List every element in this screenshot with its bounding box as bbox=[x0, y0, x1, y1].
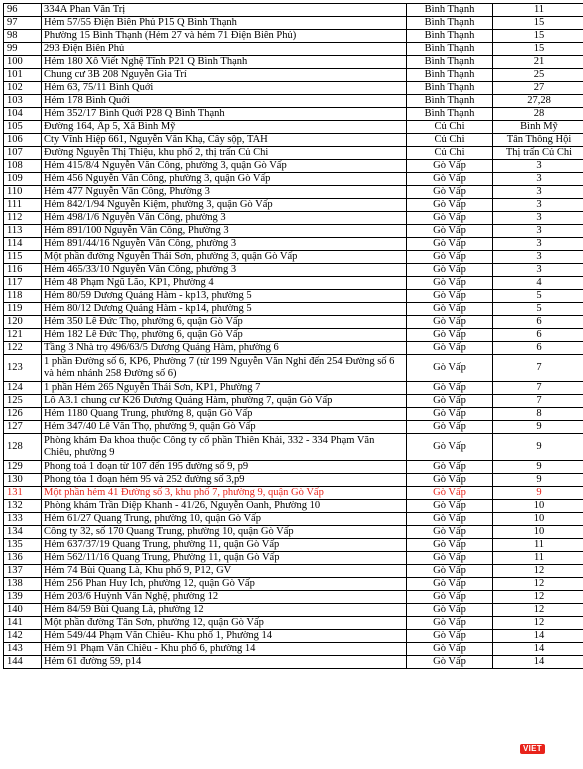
address-cell: Chung cư 3B 208 Nguyễn Gia Trí bbox=[42, 69, 407, 82]
table-row bbox=[4, 552, 583, 565]
district-cell: Gò Vấp bbox=[407, 617, 493, 630]
row-number-cell: 103 bbox=[4, 95, 42, 108]
row-number-cell: 138 bbox=[4, 578, 42, 591]
address-cell: Hẻm 80/12 Dương Quảng Hàm - kp14, phường 5 bbox=[42, 303, 407, 316]
table-row bbox=[4, 43, 583, 56]
row-number-cell: 137 bbox=[4, 565, 42, 578]
address-cell: 1 phần Đường số 6, KP6, Phường 7 (từ 199 Nguyễn Văn Nghi đến 254 Đường số 6 và hẻm nhánh 258 Đường số 6) bbox=[42, 355, 407, 382]
row-number-cell: 140 bbox=[4, 604, 42, 617]
table-row bbox=[4, 147, 583, 160]
district-cell: Gò Vấp bbox=[407, 212, 493, 225]
table-row bbox=[4, 134, 583, 147]
table-row bbox=[4, 395, 583, 408]
district-cell: Gò Vấp bbox=[407, 513, 493, 526]
address-cell: Hẻm 456 Nguyễn Văn Công, phường 3, quận Gò Vấp bbox=[42, 173, 407, 186]
table-row bbox=[4, 17, 583, 30]
district-cell: Bình Thạnh bbox=[407, 56, 493, 69]
table-row bbox=[4, 316, 583, 329]
table-row bbox=[4, 487, 583, 500]
district-cell: Gò Vấp bbox=[407, 421, 493, 434]
ward-cell: 21 bbox=[493, 56, 583, 69]
ward-cell: 3 bbox=[493, 212, 583, 225]
row-number-cell: 144 bbox=[4, 656, 42, 669]
row-number-cell: 121 bbox=[4, 329, 42, 342]
district-cell: Bình Thạnh bbox=[407, 43, 493, 56]
district-cell: Củ Chi bbox=[407, 134, 493, 147]
ward-cell: 5 bbox=[493, 290, 583, 303]
address-cell: Hẻm 84/59 Bùi Quang Là, phường 12 bbox=[42, 604, 407, 617]
ward-cell: 3 bbox=[493, 238, 583, 251]
address-cell: Hẻm 352/17 Bình Quới P28 Q Bình Thạnh bbox=[42, 108, 407, 121]
address-cell: Hẻm 74 Bùi Quang Là, Khu phố 9, P12, GV bbox=[42, 565, 407, 578]
ward-cell: 4 bbox=[493, 277, 583, 290]
district-cell: Gò Vấp bbox=[407, 342, 493, 355]
district-cell: Gò Vấp bbox=[407, 238, 493, 251]
row-number-cell: 131 bbox=[4, 487, 42, 500]
district-cell: Gò Vấp bbox=[407, 264, 493, 277]
row-number-cell: 143 bbox=[4, 643, 42, 656]
table-row bbox=[4, 212, 583, 225]
ward-cell: 9 bbox=[493, 487, 583, 500]
row-number-cell: 119 bbox=[4, 303, 42, 316]
row-number-cell: 115 bbox=[4, 251, 42, 264]
address-cell: Hẻm 347/40 Lê Văn Thọ, phường 9, quận Gò Vấp bbox=[42, 421, 407, 434]
row-number-cell: 109 bbox=[4, 173, 42, 186]
ward-cell: 3 bbox=[493, 160, 583, 173]
address-cell: Hẻm 61 đường 59, p14 bbox=[42, 656, 407, 669]
row-number-cell: 111 bbox=[4, 199, 42, 212]
table-row bbox=[4, 56, 583, 69]
ward-cell: 3 bbox=[493, 251, 583, 264]
table-row bbox=[4, 382, 583, 395]
district-cell: Bình Thạnh bbox=[407, 95, 493, 108]
ward-cell: 3 bbox=[493, 225, 583, 238]
address-cell: Hẻm 61/27 Quang Trung, phường 10, quận Gò Vấp bbox=[42, 513, 407, 526]
ward-cell: 12 bbox=[493, 591, 583, 604]
address-cell: Hẻm 91 Phạm Văn Chiêu - Khu phố 6, phường 14 bbox=[42, 643, 407, 656]
ward-cell: Bình Mỹ bbox=[493, 121, 583, 134]
ward-cell: Thị trấn Củ Chi bbox=[493, 147, 583, 160]
ward-cell: 6 bbox=[493, 316, 583, 329]
ward-cell: 14 bbox=[493, 643, 583, 656]
table-row bbox=[4, 617, 583, 630]
table-row bbox=[4, 630, 583, 643]
address-cell: Phòng khám Đa khoa thuộc Công ty cổ phần Thiên Khải, 332 - 334 Phạm Văn Chiêu, phường 9 bbox=[42, 434, 407, 461]
row-number-cell: 114 bbox=[4, 238, 42, 251]
address-cell: Hẻm 1180 Quang Trung, phường 8, quận Gò Vấp bbox=[42, 408, 407, 421]
row-number-cell: 122 bbox=[4, 342, 42, 355]
address-cell: Hẻm 842/1/94 Nguyễn Kiệm, phường 3, quận Gò Vấp bbox=[42, 199, 407, 212]
row-number-cell: 98 bbox=[4, 30, 42, 43]
ward-cell: 14 bbox=[493, 656, 583, 669]
ward-cell: 15 bbox=[493, 43, 583, 56]
address-cell: Lô A3.1 chung cư K26 Dương Quảng Hàm, phường 7, quận Gò Vấp bbox=[42, 395, 407, 408]
location-table bbox=[3, 3, 583, 669]
row-number-cell: 116 bbox=[4, 264, 42, 277]
table-row bbox=[4, 251, 583, 264]
row-number-cell: 127 bbox=[4, 421, 42, 434]
row-number-cell: 132 bbox=[4, 500, 42, 513]
row-number-cell: 104 bbox=[4, 108, 42, 121]
district-cell: Gò Vấp bbox=[407, 526, 493, 539]
table-row bbox=[4, 290, 583, 303]
table-row bbox=[4, 656, 583, 669]
address-cell: Hẻm 465/33/10 Nguyễn Văn Công, phường 3 bbox=[42, 264, 407, 277]
district-cell: Củ Chi bbox=[407, 121, 493, 134]
district-cell: Gò Vấp bbox=[407, 316, 493, 329]
district-cell: Gò Vấp bbox=[407, 382, 493, 395]
district-cell: Gò Vấp bbox=[407, 277, 493, 290]
table-row bbox=[4, 355, 583, 382]
table-row bbox=[4, 526, 583, 539]
table-row bbox=[4, 199, 583, 212]
address-cell: Hẻm 498/1/6 Nguyễn Văn Công, phường 3 bbox=[42, 212, 407, 225]
district-cell: Bình Thạnh bbox=[407, 82, 493, 95]
ward-cell: 28 bbox=[493, 108, 583, 121]
row-number-cell: 134 bbox=[4, 526, 42, 539]
table-row bbox=[4, 578, 583, 591]
address-cell: Đường 164, Ấp 5, Xã Bình Mỹ bbox=[42, 121, 407, 134]
row-number-cell: 123 bbox=[4, 355, 42, 382]
table-row bbox=[4, 225, 583, 238]
row-number-cell: 102 bbox=[4, 82, 42, 95]
ward-cell: 10 bbox=[493, 513, 583, 526]
table-row bbox=[4, 329, 583, 342]
ward-cell: 12 bbox=[493, 604, 583, 617]
row-number-cell: 99 bbox=[4, 43, 42, 56]
row-number-cell: 100 bbox=[4, 56, 42, 69]
district-cell: Gò Vấp bbox=[407, 434, 493, 461]
row-number-cell: 135 bbox=[4, 539, 42, 552]
table-row bbox=[4, 264, 583, 277]
table-row bbox=[4, 303, 583, 316]
ward-cell: 8 bbox=[493, 408, 583, 421]
table-row bbox=[4, 121, 583, 134]
table-row bbox=[4, 4, 583, 17]
row-number-cell: 130 bbox=[4, 474, 42, 487]
district-cell: Gò Vấp bbox=[407, 630, 493, 643]
address-cell: Hẻm 80/59 Dương Quảng Hàm - kp13, phường 5 bbox=[42, 290, 407, 303]
district-cell: Gò Vấp bbox=[407, 578, 493, 591]
address-cell: Cty Vĩnh Hiệp 661, Nguyễn Văn Khạ, Cây sộp, TAH bbox=[42, 134, 407, 147]
ward-cell: 12 bbox=[493, 617, 583, 630]
ward-cell: 3 bbox=[493, 186, 583, 199]
ward-cell: 25 bbox=[493, 69, 583, 82]
ward-cell: 12 bbox=[493, 565, 583, 578]
ward-cell: 3 bbox=[493, 173, 583, 186]
ward-cell: 27,28 bbox=[493, 95, 583, 108]
address-cell: Hẻm 203/6 Huỳnh Văn Nghệ, phường 12 bbox=[42, 591, 407, 604]
table-row bbox=[4, 434, 583, 461]
row-number-cell: 126 bbox=[4, 408, 42, 421]
address-cell: Hẻm 48 Phạm Ngũ Lão, KP1, Phường 4 bbox=[42, 277, 407, 290]
row-number-cell: 113 bbox=[4, 225, 42, 238]
table-row bbox=[4, 108, 583, 121]
address-cell: Hẻm 182 Lê Đức Thọ, phường 6, quận Gò Vấp bbox=[42, 329, 407, 342]
address-cell: Hẻm 57/55 Điện Biên Phủ P15 Q Bình Thạnh bbox=[42, 17, 407, 30]
row-number-cell: 136 bbox=[4, 552, 42, 565]
table-row bbox=[4, 342, 583, 355]
address-cell: Hẻm 549/44 Phạm Văn Chiêu- Khu phố 1, Phường 14 bbox=[42, 630, 407, 643]
ward-cell: 10 bbox=[493, 500, 583, 513]
address-cell: Phong tỏa 1 đoạn hẻm 95 và 252 đường số 3,p9 bbox=[42, 474, 407, 487]
row-number-cell: 117 bbox=[4, 277, 42, 290]
district-cell: Bình Thạnh bbox=[407, 30, 493, 43]
table-row bbox=[4, 160, 583, 173]
address-cell: Hẻm 891/100 Nguyễn Văn Công, Phường 3 bbox=[42, 225, 407, 238]
district-cell: Gò Vấp bbox=[407, 355, 493, 382]
ward-cell: 12 bbox=[493, 578, 583, 591]
row-number-cell: 105 bbox=[4, 121, 42, 134]
district-cell: Bình Thạnh bbox=[407, 4, 493, 17]
table-row bbox=[4, 565, 583, 578]
ward-cell: 11 bbox=[493, 552, 583, 565]
row-number-cell: 118 bbox=[4, 290, 42, 303]
table-row bbox=[4, 604, 583, 617]
district-cell: Gò Vấp bbox=[407, 539, 493, 552]
district-cell: Gò Vấp bbox=[407, 591, 493, 604]
address-cell: Một phần đường Nguyễn Thái Sơn, phường 3, quận Gò Vấp bbox=[42, 251, 407, 264]
address-cell: Phong toả 1 đoạn từ 107 đến 195 đường số 9, p9 bbox=[42, 461, 407, 474]
table-row bbox=[4, 186, 583, 199]
table-row bbox=[4, 421, 583, 434]
district-cell: Gò Vấp bbox=[407, 329, 493, 342]
ward-cell: 6 bbox=[493, 329, 583, 342]
table-row bbox=[4, 500, 583, 513]
address-cell: Hẻm 178 Bình Quới bbox=[42, 95, 407, 108]
address-cell: Hẻm 350 Lê Đức Thọ, phường 6, quận Gò Vấp bbox=[42, 316, 407, 329]
district-cell: Gò Vấp bbox=[407, 643, 493, 656]
table-row bbox=[4, 474, 583, 487]
ward-cell: 9 bbox=[493, 421, 583, 434]
row-number-cell: 128 bbox=[4, 434, 42, 461]
row-number-cell: 108 bbox=[4, 160, 42, 173]
address-cell: Hẻm 415/8/4 Nguyễn Văn Công, phường 3, quận Gò Vấp bbox=[42, 160, 407, 173]
address-cell: 334A Phan Văn Trị bbox=[42, 4, 407, 17]
row-number-cell: 139 bbox=[4, 591, 42, 604]
ward-cell: 9 bbox=[493, 461, 583, 474]
ward-cell: 3 bbox=[493, 199, 583, 212]
watermark-logo: VIET bbox=[520, 744, 545, 754]
row-number-cell: 101 bbox=[4, 69, 42, 82]
address-cell: Hẻm 562/11/16 Quang Trung, Phường 11, quận Gò Vấp bbox=[42, 552, 407, 565]
address-cell: Hẻm 891/44/16 Nguyễn Văn Công, phường 3 bbox=[42, 238, 407, 251]
table-row bbox=[4, 591, 583, 604]
ward-cell: 11 bbox=[493, 539, 583, 552]
district-cell: Bình Thạnh bbox=[407, 69, 493, 82]
district-cell: Gò Vấp bbox=[407, 604, 493, 617]
table-row bbox=[4, 238, 583, 251]
ward-cell: 14 bbox=[493, 630, 583, 643]
district-cell: Gò Vấp bbox=[407, 487, 493, 500]
ward-cell: 7 bbox=[493, 382, 583, 395]
location-table-body bbox=[4, 4, 583, 669]
address-cell: Một phần đường Tân Sơn, phường 12, quận Gò Vấp bbox=[42, 617, 407, 630]
row-number-cell: 124 bbox=[4, 382, 42, 395]
ward-cell: 11 bbox=[493, 4, 583, 17]
table-row bbox=[4, 539, 583, 552]
address-cell: Đường Nguyễn Thị Thiệu, khu phố 2, thị trấn Củ Chi bbox=[42, 147, 407, 160]
ward-cell: 6 bbox=[493, 342, 583, 355]
ward-cell: 9 bbox=[493, 434, 583, 461]
district-cell: Củ Chi bbox=[407, 147, 493, 160]
table-row bbox=[4, 173, 583, 186]
address-cell: Hẻm 637/37/19 Quang Trung, phường 11, quận Gò Vấp bbox=[42, 539, 407, 552]
district-cell: Gò Vấp bbox=[407, 656, 493, 669]
row-number-cell: 106 bbox=[4, 134, 42, 147]
row-number-cell: 142 bbox=[4, 630, 42, 643]
district-cell: Gò Vấp bbox=[407, 225, 493, 238]
district-cell: Gò Vấp bbox=[407, 395, 493, 408]
district-cell: Gò Vấp bbox=[407, 408, 493, 421]
district-cell: Gò Vấp bbox=[407, 303, 493, 316]
table-row bbox=[4, 513, 583, 526]
row-number-cell: 112 bbox=[4, 212, 42, 225]
district-cell: Gò Vấp bbox=[407, 500, 493, 513]
address-cell: Hẻm 477 Nguyễn Văn Công, Phường 3 bbox=[42, 186, 407, 199]
row-number-cell: 107 bbox=[4, 147, 42, 160]
district-cell: Gò Vấp bbox=[407, 199, 493, 212]
district-cell: Gò Vấp bbox=[407, 552, 493, 565]
ward-cell: 27 bbox=[493, 82, 583, 95]
row-number-cell: 141 bbox=[4, 617, 42, 630]
ward-cell: 15 bbox=[493, 30, 583, 43]
ward-cell: 9 bbox=[493, 474, 583, 487]
table-row bbox=[4, 461, 583, 474]
district-cell: Gò Vấp bbox=[407, 251, 493, 264]
district-cell: Gò Vấp bbox=[407, 173, 493, 186]
address-cell: Hẻm 180 Xô Viết Nghệ Tĩnh P21 Q Bình Thạnh bbox=[42, 56, 407, 69]
ward-cell: Tân Thông Hội bbox=[493, 134, 583, 147]
table-row bbox=[4, 69, 583, 82]
row-number-cell: 96 bbox=[4, 4, 42, 17]
row-number-cell: 97 bbox=[4, 17, 42, 30]
table-row bbox=[4, 95, 583, 108]
ward-cell: 5 bbox=[493, 303, 583, 316]
address-cell: Hẻm 256 Phan Huy Ích, phường 12, quận Gò Vấp bbox=[42, 578, 407, 591]
address-cell: Công ty 32, số 170 Quang Trung, phường 10, quận Gò Vấp bbox=[42, 526, 407, 539]
table-row bbox=[4, 408, 583, 421]
ward-cell: 7 bbox=[493, 395, 583, 408]
address-cell: 1 phần Hẻm 265 Nguyễn Thái Sơn, KP1, Phường 7 bbox=[42, 382, 407, 395]
ward-cell: 10 bbox=[493, 526, 583, 539]
table-row bbox=[4, 82, 583, 95]
district-cell: Bình Thạnh bbox=[407, 108, 493, 121]
district-cell: Gò Vấp bbox=[407, 186, 493, 199]
district-cell: Gò Vấp bbox=[407, 474, 493, 487]
address-cell: Phường 15 Bình Thạnh (Hẻm 27 và hẻm 71 Điện Biên Phủ) bbox=[42, 30, 407, 43]
address-cell: 293 Điện Biên Phủ bbox=[42, 43, 407, 56]
address-cell: Tầng 3 Nhà trọ 496/63/5 Dương Quảng Hàm, phường 6 bbox=[42, 342, 407, 355]
row-number-cell: 120 bbox=[4, 316, 42, 329]
address-cell: Phòng khám Trần Diệp Khanh - 41/26, Nguyễn Oanh, Phường 10 bbox=[42, 500, 407, 513]
address-cell: Hẻm 63, 75/11 Bình Quới bbox=[42, 82, 407, 95]
ward-cell: 15 bbox=[493, 17, 583, 30]
district-cell: Gò Vấp bbox=[407, 160, 493, 173]
ward-cell: 7 bbox=[493, 355, 583, 382]
district-cell: Gò Vấp bbox=[407, 461, 493, 474]
row-number-cell: 133 bbox=[4, 513, 42, 526]
district-cell: Gò Vấp bbox=[407, 290, 493, 303]
row-number-cell: 125 bbox=[4, 395, 42, 408]
table-row bbox=[4, 643, 583, 656]
row-number-cell: 129 bbox=[4, 461, 42, 474]
table-row bbox=[4, 30, 583, 43]
table-row bbox=[4, 277, 583, 290]
row-number-cell: 110 bbox=[4, 186, 42, 199]
ward-cell: 3 bbox=[493, 264, 583, 277]
address-cell: Một phần hẻm 41 Đường số 3, khu phố 7, phường 9, quận Gò Vấp bbox=[42, 487, 407, 500]
district-cell: Gò Vấp bbox=[407, 565, 493, 578]
district-cell: Bình Thạnh bbox=[407, 17, 493, 30]
